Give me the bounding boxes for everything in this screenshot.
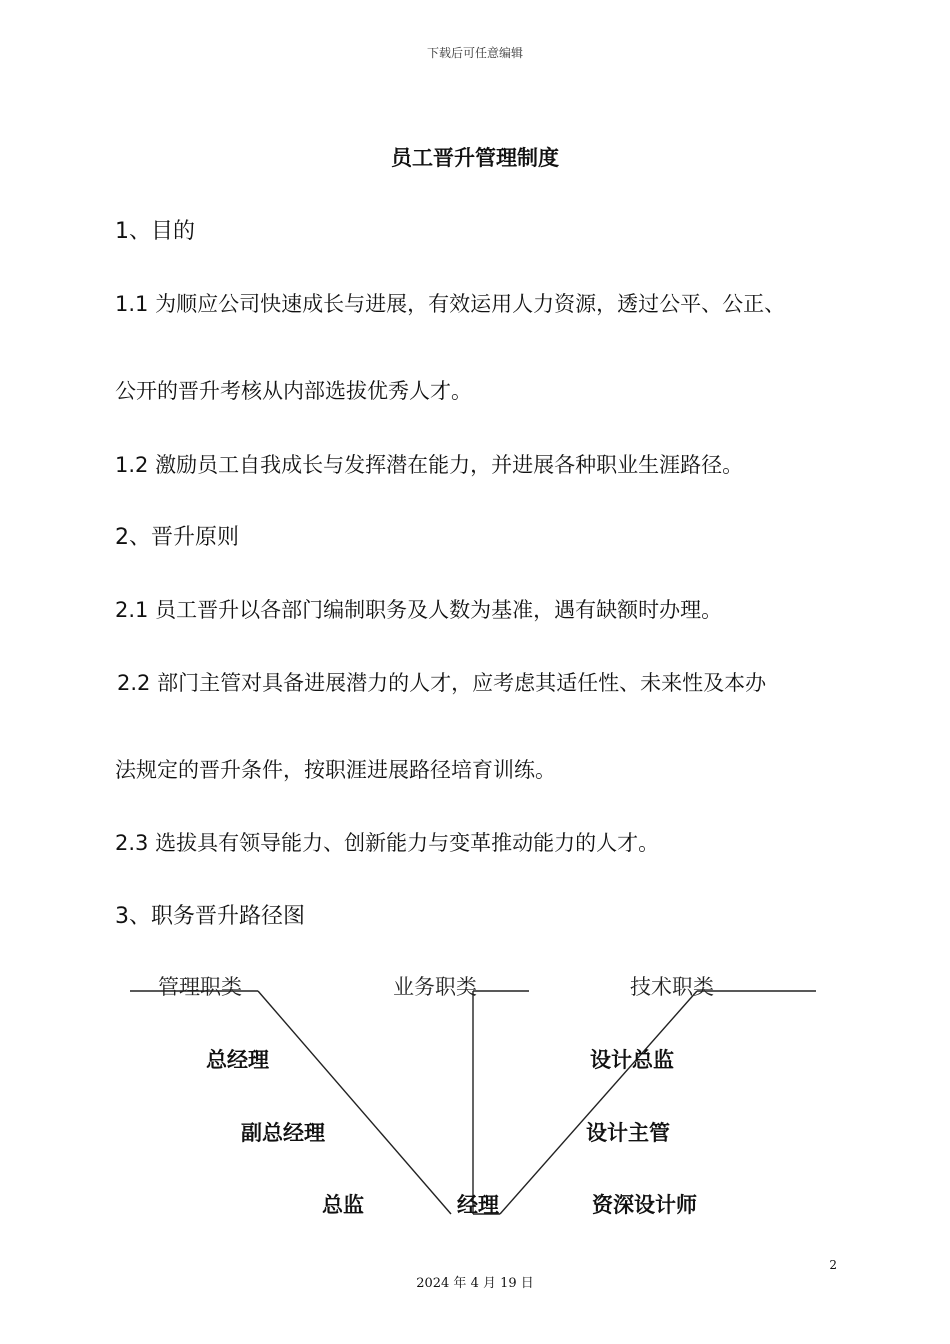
paragraph-1-1-line1: 1.1 为顺应公司快速成长与进展，有效运用人力资源，透过公平、公正、 [115, 292, 786, 316]
section-heading-purpose: 1、目的 [115, 219, 195, 244]
page-number: 2 [829, 1258, 837, 1272]
paragraph-2-2-line2: 法规定的晋升条件，按职涯进展路径培育训练。 [115, 758, 556, 782]
position-deputy-general-manager: 副总经理 [241, 1121, 325, 1145]
paragraph-2-2-line1: 2.2 部门主管对具备进展潜力的人才，应考虑其适任性、未来性及本办 [117, 671, 767, 695]
paragraph-1-2: 1.2 激励员工自我成长与发挥潜在能力，并进展各种职业生涯路径。 [115, 453, 744, 477]
technical-diagonal [500, 991, 697, 1214]
position-director: 总监 [322, 1193, 364, 1217]
position-design-director: 设计总监 [590, 1048, 674, 1072]
position-design-supervisor: 设计主管 [586, 1121, 670, 1145]
paragraph-2-1: 2.1 员工晋升以各部门编制职务及人数为基准，遇有缺额时办理。 [115, 598, 723, 622]
header-note: 下载后可任意编辑 [426, 46, 523, 60]
section-heading-career-path: 3、职务晋升路径图 [115, 904, 305, 929]
category-management: 管理职类 [158, 975, 242, 999]
category-technical: 技术职类 [630, 975, 714, 999]
section-heading-principles: 2、晋升原则 [115, 525, 239, 550]
paragraph-2-3: 2.3 选拔具有领导能力、创新能力与变革推动能力的人才。 [115, 831, 660, 855]
position-manager: 经理 [457, 1193, 499, 1217]
paragraph-1-1-line2: 公开的晋升考核从内部选拔优秀人才。 [115, 379, 472, 403]
document-title: 员工晋升管理制度 [391, 146, 559, 170]
footer-date: 2024 年 4 月 19 日 [416, 1276, 534, 1291]
position-senior-designer: 资深设计师 [592, 1193, 697, 1217]
category-business: 业务职类 [393, 975, 477, 999]
position-general-manager: 总经理 [206, 1048, 269, 1072]
management-diagonal [258, 991, 451, 1214]
